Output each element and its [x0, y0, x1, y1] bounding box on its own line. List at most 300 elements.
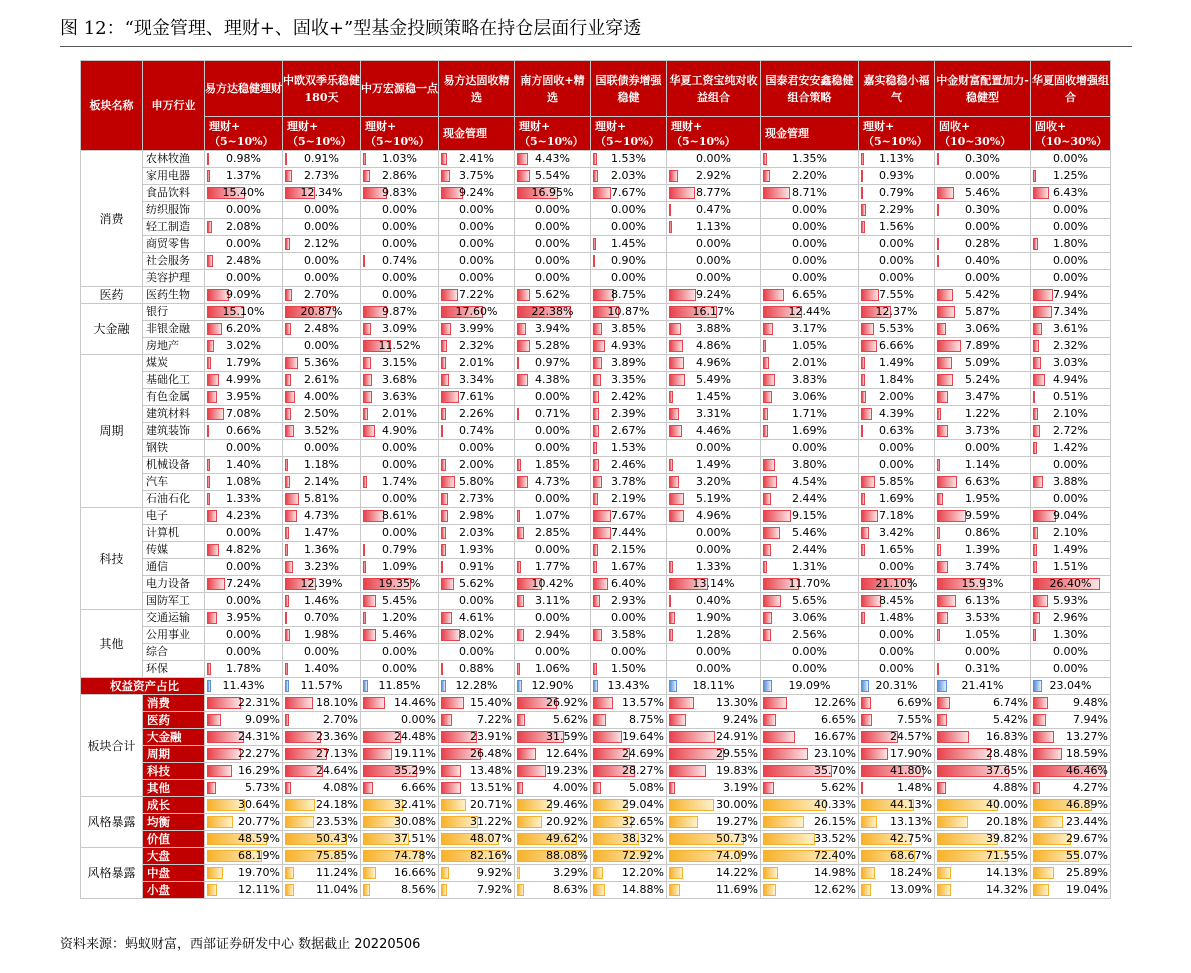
- value-cell: [1031, 406, 1111, 423]
- value-cell: [205, 372, 283, 389]
- value-cell: [283, 661, 361, 678]
- value-text: 0.00%: [696, 662, 731, 675]
- header-fund-name: 嘉实稳稳小福气: [859, 61, 935, 117]
- value-cell: [761, 610, 859, 627]
- value-text: 1.93%: [459, 543, 494, 556]
- data-bar: [861, 391, 866, 403]
- value-cell: [283, 253, 361, 270]
- value-text: 0.30%: [965, 203, 1000, 216]
- value-cell: [591, 236, 667, 253]
- data-bar: [937, 663, 939, 675]
- value-text: 1.05%: [792, 339, 827, 352]
- value-cell: [515, 882, 591, 899]
- header-fund-name: 易方达固收精选: [439, 61, 515, 117]
- value-text: 50.43%: [316, 832, 358, 845]
- value-cell: [667, 202, 761, 219]
- data-bar: [937, 697, 950, 709]
- value-text: 11.24%: [316, 866, 358, 879]
- value-text: 12.34%: [300, 186, 343, 199]
- value-text: 2.08%: [226, 220, 261, 233]
- value-text: 3.83%: [792, 373, 827, 386]
- value-cell: [439, 780, 515, 797]
- header-fund-name: 国泰君安安鑫稳健组合策略: [761, 61, 859, 117]
- data-bar: [441, 799, 466, 811]
- header-fund-name: 华夏固收增强组合: [1031, 61, 1111, 117]
- data-bar: [763, 374, 775, 386]
- value-cell: [859, 576, 935, 593]
- value-text: 2.26%: [459, 407, 494, 420]
- value-text: 2.01%: [382, 407, 417, 420]
- data-bar: [937, 357, 952, 369]
- value-cell: [667, 763, 761, 780]
- data-bar: [207, 544, 219, 556]
- value-cell: [439, 525, 515, 542]
- data-bar: [669, 799, 714, 811]
- value-text: 2.32%: [459, 339, 494, 352]
- value-cell: [361, 814, 439, 831]
- value-cell: [283, 270, 361, 287]
- data-bar: [937, 153, 939, 165]
- value-cell: [515, 236, 591, 253]
- data-bar: [1033, 544, 1037, 556]
- data-bar: [593, 476, 602, 488]
- data-bar: [517, 595, 524, 607]
- data-bar: [517, 153, 528, 165]
- data-bar: [861, 680, 869, 692]
- data-bar: [441, 782, 461, 794]
- data-bar: [363, 153, 366, 165]
- data-bar: [669, 510, 684, 522]
- value-text: 0.00%: [535, 203, 570, 216]
- value-cell: [667, 695, 761, 712]
- value-cell: [361, 831, 439, 848]
- value-text: 0.00%: [304, 220, 339, 233]
- value-cell: [283, 712, 361, 729]
- industry-name: 汽车: [143, 474, 205, 491]
- value-text: 3.94%: [535, 322, 570, 335]
- industry-name: 非银金融: [143, 321, 205, 338]
- value-cell: [283, 576, 361, 593]
- data-bar: [763, 748, 808, 760]
- value-cell: [761, 389, 859, 406]
- value-cell: [361, 304, 439, 321]
- value-cell: [761, 491, 859, 508]
- data-bar: [363, 697, 385, 709]
- data-bar: [363, 476, 367, 488]
- data-bar: [669, 595, 671, 607]
- value-text: 0.00%: [459, 220, 494, 233]
- value-text: 13.13%: [890, 815, 932, 828]
- data-bar: [1033, 289, 1053, 301]
- data-bar: [593, 595, 600, 607]
- value-cell: [283, 508, 361, 525]
- value-cell: [515, 440, 591, 457]
- value-cell: [667, 185, 761, 202]
- value-text: 5.81%: [304, 492, 339, 505]
- value-cell: [1031, 457, 1111, 474]
- data-bar: [937, 527, 940, 539]
- value-cell: [515, 372, 591, 389]
- value-text: 22.38%: [531, 305, 574, 318]
- value-text: 3.34%: [459, 373, 494, 386]
- value-cell: [1031, 559, 1111, 576]
- value-text: 0.00%: [304, 645, 339, 658]
- value-text: 25.89%: [1066, 866, 1108, 879]
- industry-name: 农林牧渔: [143, 151, 205, 168]
- data-bar: [669, 391, 673, 403]
- value-text: 0.00%: [1053, 271, 1088, 284]
- value-cell: [515, 763, 591, 780]
- value-cell: [515, 508, 591, 525]
- value-cell: [1031, 508, 1111, 525]
- value-cell: [361, 576, 439, 593]
- value-cell: [439, 882, 515, 899]
- value-cell: [1031, 304, 1111, 321]
- value-text: 0.00%: [879, 237, 914, 250]
- value-cell: [283, 406, 361, 423]
- value-text: 31.22%: [470, 815, 512, 828]
- data-bar: [593, 884, 605, 896]
- header-fund-type: 理财+ （5~10%）: [361, 117, 439, 151]
- value-cell: [205, 746, 283, 763]
- value-cell: [361, 729, 439, 746]
- value-text: 2.00%: [459, 458, 494, 471]
- value-text: 3.58%: [611, 628, 646, 641]
- value-text: 1.77%: [535, 560, 570, 573]
- value-cell: [591, 406, 667, 423]
- data-bar: [517, 527, 524, 539]
- value-cell: [361, 389, 439, 406]
- value-cell: [935, 202, 1031, 219]
- value-cell: [761, 763, 859, 780]
- value-cell: [591, 610, 667, 627]
- value-cell: [935, 338, 1031, 355]
- value-text: 21.10%: [875, 577, 918, 590]
- value-cell: [935, 440, 1031, 457]
- value-text: 1.13%: [879, 152, 914, 165]
- value-text: 5.62%: [821, 781, 856, 794]
- value-text: 10.87%: [607, 305, 650, 318]
- value-text: 6.65%: [792, 288, 827, 301]
- data-bar: [517, 680, 522, 692]
- value-text: 0.90%: [611, 254, 646, 267]
- industry-name: 基础化工: [143, 372, 205, 389]
- value-cell: [935, 151, 1031, 168]
- data-bar: [593, 323, 602, 335]
- value-cell: [515, 797, 591, 814]
- value-cell: [935, 831, 1031, 848]
- value-text: 19.09%: [788, 679, 831, 692]
- value-text: 2.73%: [304, 169, 339, 182]
- value-cell: [859, 508, 935, 525]
- value-cell: [361, 559, 439, 576]
- value-cell: [591, 304, 667, 321]
- value-cell: [283, 729, 361, 746]
- data-bar: [1033, 629, 1036, 641]
- value-text: 0.30%: [965, 152, 1000, 165]
- data-bar: [669, 493, 684, 505]
- value-cell: [591, 321, 667, 338]
- value-text: 0.00%: [696, 441, 731, 454]
- data-bar: [1033, 340, 1039, 352]
- data-bar: [1033, 612, 1040, 624]
- value-text: 12.20%: [622, 866, 664, 879]
- value-text: 8.75%: [629, 713, 664, 726]
- data-bar: [937, 884, 951, 896]
- data-bar: [763, 289, 784, 301]
- data-bar: [207, 425, 209, 437]
- value-text: 42.75%: [890, 832, 932, 845]
- value-text: 4.27%: [1073, 781, 1108, 794]
- data-bar: [517, 867, 520, 879]
- value-text: 37.51%: [394, 832, 436, 845]
- value-text: 0.00%: [382, 458, 417, 471]
- value-text: 0.00%: [1053, 152, 1088, 165]
- value-text: 0.00%: [401, 713, 436, 726]
- value-text: 1.48%: [897, 781, 932, 794]
- data-bar: [861, 170, 863, 182]
- value-cell: [361, 797, 439, 814]
- category-name: 其他: [143, 780, 205, 797]
- value-text: 8.45%: [879, 594, 914, 607]
- value-text: 71.55%: [986, 849, 1028, 862]
- value-cell: [859, 321, 935, 338]
- data-bar: [763, 408, 768, 420]
- data-bar: [669, 714, 686, 726]
- value-cell: [205, 712, 283, 729]
- value-cell: [439, 831, 515, 848]
- value-cell: [283, 593, 361, 610]
- value-cell: [205, 610, 283, 627]
- value-text: 0.00%: [226, 645, 261, 658]
- value-text: 0.00%: [304, 339, 339, 352]
- data-bar: [207, 714, 221, 726]
- data-bar: [517, 374, 528, 386]
- data-bar: [207, 816, 233, 828]
- value-cell: [439, 219, 515, 236]
- data-bar: [593, 459, 599, 471]
- value-text: 30.08%: [394, 815, 436, 828]
- value-cell: [283, 355, 361, 372]
- value-cell: [591, 355, 667, 372]
- header-fund-name: 国联债券增强稳健: [591, 61, 667, 117]
- data-bar: [593, 561, 597, 573]
- value-text: 20.18%: [986, 815, 1028, 828]
- value-text: 13.14%: [692, 577, 735, 590]
- industry-name: 传媒: [143, 542, 205, 559]
- data-bar: [937, 374, 953, 386]
- value-text: 0.71%: [535, 407, 570, 420]
- value-text: 50.73%: [716, 832, 758, 845]
- value-cell: [361, 321, 439, 338]
- value-text: 1.98%: [304, 628, 339, 641]
- value-cell: [439, 695, 515, 712]
- value-cell: [935, 321, 1031, 338]
- value-text: 20.31%: [875, 679, 918, 692]
- data-bar: [1033, 306, 1052, 318]
- value-text: 7.34%: [1053, 305, 1088, 318]
- header-industry: 申万行业: [143, 61, 205, 151]
- value-cell: [935, 423, 1031, 440]
- value-cell: [761, 508, 859, 525]
- data-bar: [441, 493, 448, 505]
- value-cell: [859, 440, 935, 457]
- data-bar: [441, 408, 446, 420]
- value-text: 5.62%: [535, 288, 570, 301]
- data-bar: [593, 340, 605, 352]
- data-bar: [763, 544, 771, 556]
- value-cell: [591, 627, 667, 644]
- value-cell: [935, 219, 1031, 236]
- value-cell: [439, 797, 515, 814]
- value-cell: [439, 559, 515, 576]
- data-bar: [363, 884, 370, 896]
- value-cell: [283, 644, 361, 661]
- value-cell: [761, 780, 859, 797]
- value-cell: [761, 253, 859, 270]
- data-bar: [669, 884, 680, 896]
- data-bar: [861, 187, 863, 199]
- header-fund-type: 理财+ （5~10%）: [667, 117, 761, 151]
- value-text: 0.93%: [879, 169, 914, 182]
- value-cell: [935, 491, 1031, 508]
- value-cell: [361, 882, 439, 899]
- data-bar: [517, 510, 520, 522]
- data-bar: [763, 476, 777, 488]
- data-bar: [937, 493, 943, 505]
- value-cell: [205, 542, 283, 559]
- value-text: 3.74%: [965, 560, 1000, 573]
- value-cell: [761, 542, 859, 559]
- value-text: 39.82%: [986, 832, 1028, 845]
- value-cell: [859, 729, 935, 746]
- value-cell: [1031, 423, 1111, 440]
- value-text: 19.35%: [378, 577, 421, 590]
- data-bar: [937, 323, 946, 335]
- value-text: 4.86%: [696, 339, 731, 352]
- value-cell: [205, 848, 283, 865]
- data-bar: [285, 408, 291, 420]
- value-cell: [361, 627, 439, 644]
- value-text: 1.85%: [535, 458, 570, 471]
- data-bar: [669, 170, 678, 182]
- value-text: 7.55%: [897, 713, 932, 726]
- value-cell: [859, 202, 935, 219]
- data-bar: [363, 391, 372, 403]
- value-cell: [205, 168, 283, 185]
- value-text: 3.06%: [792, 390, 827, 403]
- value-cell: [1031, 542, 1111, 559]
- data-bar: [207, 221, 212, 233]
- data-bar: [1033, 323, 1042, 335]
- value-cell: [439, 712, 515, 729]
- data-bar: [937, 289, 953, 301]
- value-text: 1.78%: [226, 662, 261, 675]
- value-cell: [859, 559, 935, 576]
- value-text: 30.64%: [238, 798, 280, 811]
- data-bar: [763, 391, 772, 403]
- sector-name: 科技: [81, 508, 143, 610]
- sector-name: 消费: [81, 151, 143, 287]
- value-text: 2.14%: [304, 475, 339, 488]
- data-bar: [441, 680, 446, 692]
- value-text: 0.00%: [226, 237, 261, 250]
- data-bar: [669, 374, 685, 386]
- data-bar: [937, 255, 939, 267]
- data-bar: [207, 391, 217, 403]
- value-cell: [439, 814, 515, 831]
- value-cell: [283, 865, 361, 882]
- value-cell: [591, 576, 667, 593]
- value-text: 0.79%: [879, 186, 914, 199]
- data-bar: [363, 323, 371, 335]
- header-fund-name: 中金财富配置加力-稳健型: [935, 61, 1031, 117]
- value-text: 1.53%: [611, 152, 646, 165]
- data-bar: [441, 612, 452, 624]
- value-cell: [361, 168, 439, 185]
- value-text: 20.77%: [238, 815, 280, 828]
- value-text: 26.15%: [814, 815, 856, 828]
- data-bar: [207, 459, 210, 471]
- value-text: 3.88%: [696, 322, 731, 335]
- value-cell: [859, 695, 935, 712]
- value-text: 7.94%: [1053, 288, 1088, 301]
- value-cell: [439, 491, 515, 508]
- value-cell: [667, 865, 761, 882]
- data-bar: [593, 408, 599, 420]
- value-cell: [283, 542, 361, 559]
- value-cell: [859, 270, 935, 287]
- value-cell: [205, 508, 283, 525]
- data-bar: [763, 595, 781, 607]
- value-cell: [515, 865, 591, 882]
- value-cell: [1031, 576, 1111, 593]
- value-cell: [1031, 525, 1111, 542]
- value-cell: [667, 576, 761, 593]
- data-bar: [669, 476, 679, 488]
- data-bar: [861, 816, 877, 828]
- value-text: 3.20%: [696, 475, 731, 488]
- equity-ratio-label: 权益资产占比: [81, 678, 205, 695]
- value-text: 0.98%: [226, 152, 261, 165]
- value-text: 41.80%: [890, 764, 932, 777]
- value-text: 2.86%: [382, 169, 417, 182]
- data-bar: [763, 714, 776, 726]
- data-bar: [441, 289, 458, 301]
- industry-name: 计算机: [143, 525, 205, 542]
- value-cell: [935, 593, 1031, 610]
- data-bar: [285, 612, 287, 624]
- value-text: 9.24%: [459, 186, 494, 199]
- value-text: 1.08%: [226, 475, 261, 488]
- value-text: 6.40%: [611, 577, 646, 590]
- value-cell: [935, 797, 1031, 814]
- data-bar: [593, 867, 603, 879]
- value-cell: [283, 610, 361, 627]
- value-cell: [361, 474, 439, 491]
- value-cell: [515, 559, 591, 576]
- value-text: 0.74%: [382, 254, 417, 267]
- value-cell: [515, 406, 591, 423]
- value-cell: [761, 406, 859, 423]
- value-text: 0.00%: [792, 254, 827, 267]
- value-text: 0.00%: [792, 271, 827, 284]
- data-bar: [593, 170, 598, 182]
- value-cell: [667, 712, 761, 729]
- value-cell: [935, 372, 1031, 389]
- value-cell: [935, 559, 1031, 576]
- data-bar: [861, 782, 863, 794]
